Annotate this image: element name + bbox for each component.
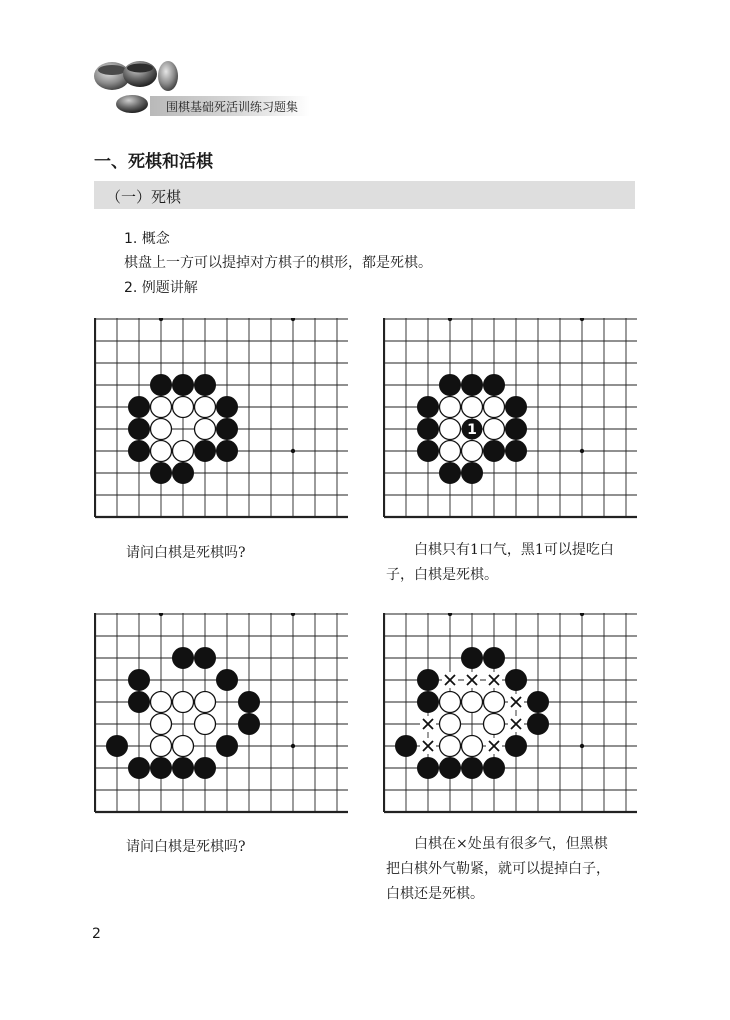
black-stone (506, 441, 527, 462)
black-stone (217, 736, 238, 757)
example-heading: 2. 例题讲解 (124, 280, 198, 296)
liberty-cross-icon (464, 672, 480, 688)
diagram-4-explanation (386, 832, 638, 907)
black-stone (195, 648, 216, 669)
star-point (448, 318, 452, 321)
black-stone (528, 692, 549, 713)
white-stone (151, 441, 172, 462)
explanation-line: 白棋在×处虽有很多气，但黑棋 (414, 836, 608, 852)
black-stone (418, 758, 439, 779)
go-diagram-1 (94, 318, 348, 528)
star-point (580, 744, 584, 748)
white-stone (151, 736, 172, 757)
black-stone (129, 397, 150, 418)
white-stone (173, 441, 194, 462)
black-stone (418, 397, 439, 418)
explanation-line: 把白棋外气勒紧，就可以提掉白子， (386, 861, 610, 877)
white-stone (173, 397, 194, 418)
black-stone (440, 758, 461, 779)
black-stone (506, 670, 527, 691)
section-title: 一、死棋和活棋 (94, 152, 213, 172)
liberty-cross-icon (486, 672, 502, 688)
black-stone (129, 441, 150, 462)
go-diagram-2 (383, 318, 637, 528)
white-stone (462, 441, 483, 462)
black-stone (195, 758, 216, 779)
white-stone (440, 397, 461, 418)
black-stone (484, 441, 505, 462)
black-stone (418, 419, 439, 440)
white-stone (484, 397, 505, 418)
white-stone (151, 692, 172, 713)
concept-heading: 1. 概念 (124, 231, 170, 247)
white-stone (484, 714, 505, 735)
white-stone (440, 419, 461, 440)
diagram-1-caption: 请问白棋是死棋吗? (126, 545, 246, 561)
black-stone (239, 714, 260, 735)
black-stone (129, 692, 150, 713)
black-stone (173, 375, 194, 396)
black-stone (195, 441, 216, 462)
white-stone (462, 692, 483, 713)
diagram-2-explanation (386, 538, 638, 588)
white-stone (484, 692, 505, 713)
star-point (291, 449, 295, 453)
star-point (448, 613, 452, 616)
star-point (159, 613, 163, 616)
white-stone (440, 736, 461, 757)
black-stone (440, 375, 461, 396)
white-stone (195, 419, 216, 440)
black-stone (418, 441, 439, 462)
black-stone (506, 397, 527, 418)
black-stone (528, 714, 549, 735)
white-stone (440, 692, 461, 713)
black-stone (418, 670, 439, 691)
white-stone (440, 441, 461, 462)
star-point (580, 318, 584, 321)
black-stone (151, 758, 172, 779)
black-stone (396, 736, 417, 757)
black-stone (129, 758, 150, 779)
black-stone (217, 397, 238, 418)
explanation-line: 白棋还是死棋。 (386, 886, 484, 902)
white-stone (195, 714, 216, 735)
black-stone (484, 375, 505, 396)
black-stone (151, 463, 172, 484)
black-stone (151, 375, 172, 396)
black-stone (462, 463, 483, 484)
concept-text: 棋盘上一方可以提掉对方棋子的棋形，都是死棋。 (124, 255, 432, 271)
page-number: 2 (92, 926, 101, 942)
star-point (580, 613, 584, 616)
stone-number: 1 (467, 422, 477, 438)
black-stone (506, 736, 527, 757)
star-point (291, 318, 295, 321)
white-stone (195, 397, 216, 418)
subsection-title: （一）死棋 (106, 188, 182, 206)
explanation-line: 子，白棋是死棋。 (386, 567, 498, 583)
white-stone (151, 714, 172, 735)
white-stone (173, 692, 194, 713)
black-stone (462, 375, 483, 396)
white-stone (195, 692, 216, 713)
black-stone (173, 463, 194, 484)
black-stone (462, 758, 483, 779)
star-point (291, 613, 295, 616)
white-stone (462, 736, 483, 757)
explanation-line: 白棋只有1口气，黑1可以提吃白 (414, 542, 614, 558)
liberty-cross-icon (508, 716, 524, 732)
black-stone (239, 692, 260, 713)
black-stone (418, 692, 439, 713)
black-stone (217, 419, 238, 440)
black-stone (217, 441, 238, 462)
black-stone (217, 670, 238, 691)
black-stone (506, 419, 527, 440)
star-point (291, 744, 295, 748)
liberty-cross-icon (420, 738, 436, 754)
liberty-cross-icon (420, 716, 436, 732)
white-stone (462, 397, 483, 418)
white-stone (151, 397, 172, 418)
liberty-cross-icon (486, 738, 502, 754)
go-diagram-3 (94, 613, 348, 823)
black-stone (129, 419, 150, 440)
go-diagram-4 (383, 613, 637, 823)
black-stone (195, 375, 216, 396)
white-stone (440, 714, 461, 735)
black-stone (484, 648, 505, 669)
black-stone (129, 670, 150, 691)
white-stone (151, 419, 172, 440)
book-title: 围棋基础死活训练习题集 (166, 100, 299, 114)
star-point (159, 318, 163, 321)
liberty-cross-icon (442, 672, 458, 688)
star-point (580, 449, 584, 453)
black-stone (484, 758, 505, 779)
liberty-cross-icon (508, 694, 524, 710)
black-stone (462, 648, 483, 669)
black-stone (440, 463, 461, 484)
diagram-3-caption: 请问白棋是死棋吗? (126, 839, 246, 855)
white-stone (484, 419, 505, 440)
white-stone (173, 736, 194, 757)
black-stone (107, 736, 128, 757)
black-stone (173, 758, 194, 779)
black-stone (173, 648, 194, 669)
